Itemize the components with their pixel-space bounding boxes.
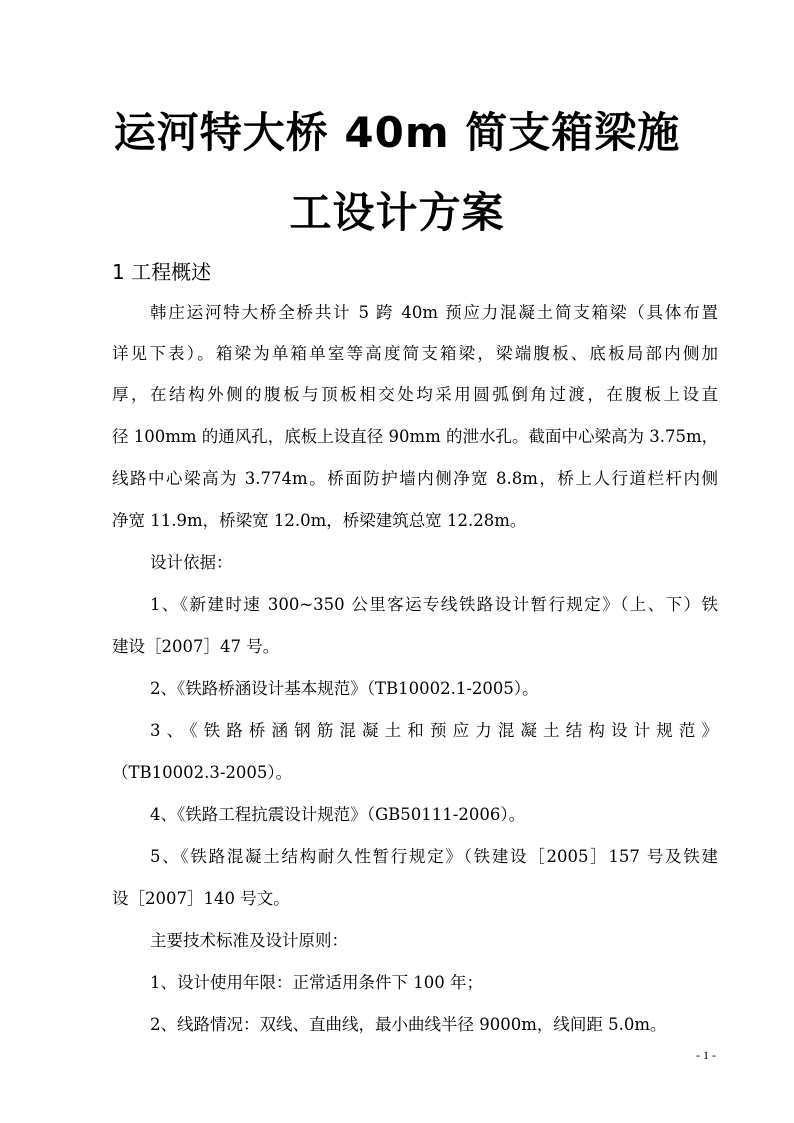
basis-item-4: 4、《铁路工程抗震设计规范》（GB50111-2006）。: [150, 805, 526, 824]
basis-item-3-line-1: 3、《铁路桥涵钢筋混凝土和预应力混凝土结构设计规范》: [150, 721, 718, 740]
body-line-3: 厚，在结构外侧的腹板与顶板相交处均采用圆弧倒角过渡，在腹板上设直: [112, 385, 718, 404]
basis-item-5-line-1: 5、《铁路混凝土结构耐久性暂行规定》（铁建设［2005］157 号及铁建: [150, 847, 718, 866]
standards-label: 主要技术标准及设计原则：: [150, 931, 348, 950]
basis-item-3-line-2: （TB10002.3-2005）。: [112, 763, 293, 782]
body-line-4: 径 100mm 的通风孔，底板上设直径 90mm 的泄水孔。截面中心梁高为 3.75m，: [112, 427, 719, 446]
body-line-1: 韩庄运河特大桥全桥共计 5 跨 40m 预应力混凝土简支箱梁（具体布置: [150, 303, 718, 322]
document-title-line-1: 运河特大桥 40m 简支箱梁施: [113, 108, 681, 157]
body-line-5: 线路中心梁高为 3.774m。桥面防护墙内侧净宽 8.8m，桥上人行道栏杆内侧: [112, 469, 718, 488]
body-line-6: 净宽 11.9m，桥梁宽 12.0m，桥梁建筑总宽 12.28m。: [112, 511, 527, 530]
basis-item-5-line-2: 设［2007］140 号文。: [112, 889, 290, 908]
page-number: - 1 -: [696, 1048, 716, 1062]
basis-item-1-line-2: 建设［2007］47 号。: [112, 637, 280, 656]
section-heading: 1 工程概述: [112, 260, 212, 284]
basis-item-2: 2、《铁路桥涵设计基本规范》（TB10002.1-2005）。: [150, 679, 539, 698]
standard-item-1: 1、设计使用年限：正常适用条件下 100 年；: [150, 973, 483, 992]
standard-item-2: 2、线路情况：双线、直曲线，最小曲线半径 9000m，线间距 5.0m。: [150, 1015, 667, 1034]
design-basis-label: 设计依据：: [150, 553, 233, 572]
body-line-2: 详见下表）。箱梁为单箱单室等高度简支箱梁，梁端腹板、底板局部内侧加: [112, 344, 718, 363]
basis-item-1-line-1: 1、《新建时速 300~350 公里客运专线铁路设计暂行规定》（上、下）铁: [150, 595, 718, 614]
document-title-line-2: 工设计方案: [289, 188, 505, 237]
